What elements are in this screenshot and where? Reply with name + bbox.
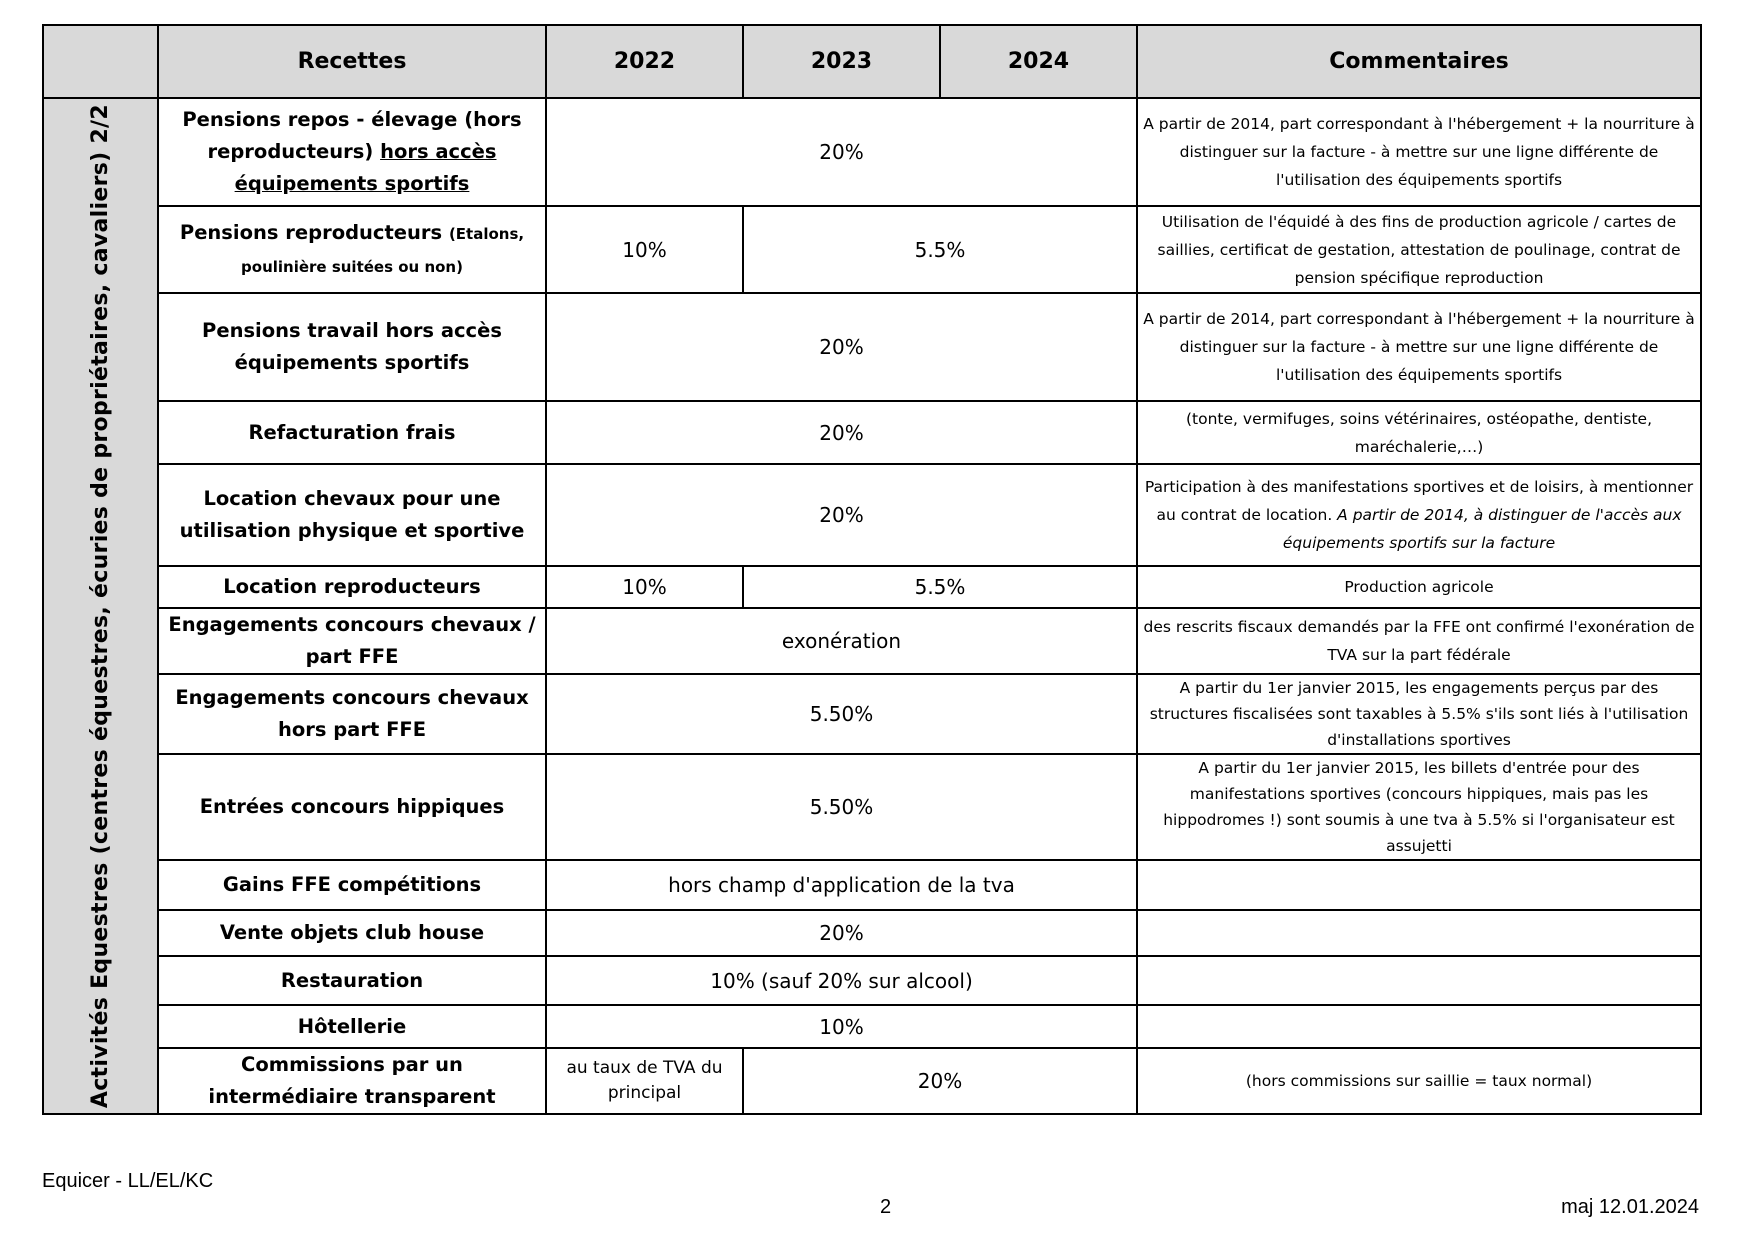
comment-cell: Production agricole xyxy=(1137,566,1701,608)
table-row xyxy=(43,956,1701,1005)
header-year-2022: 2022 xyxy=(546,25,743,98)
footer-update-date: maj 12.01.2024 xyxy=(1561,1196,1699,1218)
table-row xyxy=(43,566,1701,608)
row-label: Location reproducteurs xyxy=(158,566,546,608)
comment-cell xyxy=(1137,910,1701,956)
section-side-label xyxy=(43,98,158,1114)
table-row xyxy=(43,464,1701,566)
header-row xyxy=(43,25,1701,98)
table-row xyxy=(43,1048,1701,1114)
row-label: Commissions par un intermédiaire transparent xyxy=(158,1048,546,1114)
header-commentaires: Commentaires xyxy=(1137,25,1701,98)
table-row xyxy=(43,608,1701,674)
row-label: Pensions travail hors accès équipements sportifs xyxy=(158,293,546,401)
rate-cell: 5.50% xyxy=(546,754,1137,860)
table-row xyxy=(43,674,1701,754)
header-empty-cell xyxy=(43,25,158,98)
table-row xyxy=(43,910,1701,956)
header-year-2024: 2024 xyxy=(940,25,1137,98)
rate-2022-cell: au taux de TVA du principal xyxy=(546,1048,743,1114)
rate-cell: 10% xyxy=(546,1005,1137,1048)
row-label-small: (Etalons, poulinière suitées ou non) xyxy=(241,224,525,276)
row-label: Location chevaux pour une utilisation physique et sportive xyxy=(158,464,546,566)
comment-cell: A partir de 2014, part correspondant à l'hébergement + la nourriture à distinguer sur la facture - à mettre sur une ligne différente de l'utilisation des équipements sportifs xyxy=(1137,293,1701,401)
row-label: Hôtellerie xyxy=(158,1005,546,1048)
row-label: Engagements concours chevaux / part FFE xyxy=(158,608,546,674)
rate-cell: 20% xyxy=(546,401,1137,464)
footer-page-number: 2 xyxy=(880,1196,892,1218)
comment-text: Participation à des manifestations sportives et de loisirs, à mentionner au contrat de location. xyxy=(1144,478,1694,524)
row-label-text: Pensions reproducteurs xyxy=(179,220,449,244)
rate-cell: 5.5% xyxy=(743,206,1137,293)
row-label: Refacturation frais xyxy=(158,401,546,464)
row-label xyxy=(158,206,546,293)
table-row xyxy=(43,401,1701,464)
rate-2022-cell: 10% xyxy=(546,566,743,608)
comment-cell: (tonte, vermifuges, soins vétérinaires, ostéopathe, dentiste, maréchalerie,…) xyxy=(1137,401,1701,464)
comment-cell: A partir du 1er janvier 2015, les engagements perçus par des structures fiscalisées sont taxables à 5.5% s'ils sont liés à l'utilisation d'installations sportives xyxy=(1137,674,1701,754)
row-label: Vente objets club house xyxy=(158,910,546,956)
comment-cell xyxy=(1137,464,1701,566)
rate-cell: exonération xyxy=(546,608,1137,674)
rate-cell: hors champ d'application de la tva xyxy=(546,860,1137,910)
comment-cell: Utilisation de l'équidé à des fins de production agricole / cartes de saillies, certificat de gestation, attestation de poulinage, contrat de pension spécifique reproduction xyxy=(1137,206,1701,293)
rate-cell: 20% xyxy=(546,910,1137,956)
table-row xyxy=(43,98,1701,206)
row-label: Engagements concours chevaux hors part FFE xyxy=(158,674,546,754)
table-row xyxy=(43,860,1701,910)
row-label-text: Pensions repos - élevage (hors reproducteurs) xyxy=(182,108,522,163)
header-year-2023: 2023 xyxy=(743,25,940,98)
row-label xyxy=(158,98,546,206)
row-label-underlined: hors accès équipements sportifs xyxy=(234,140,497,195)
comment-cell xyxy=(1137,860,1701,910)
rate-2022-cell: 10% xyxy=(546,206,743,293)
rate-cell: 5.50% xyxy=(546,674,1137,754)
rate-cell: 20% xyxy=(546,98,1137,206)
row-label: Restauration xyxy=(158,956,546,1005)
rate-cell: 20% xyxy=(546,464,1137,566)
comment-cell: des rescrits fiscaux demandés par la FFE ont confirmé l'exonération de TVA sur la part fédérale xyxy=(1137,608,1701,674)
comment-cell: A partir du 1er janvier 2015, les billets d'entrée pour des manifestations sportives (concours hippiques, mais pas les hippodromes !) sont soumis à une tva à 5.5% si l'organisateur est assujetti xyxy=(1137,754,1701,860)
rate-cell: 5.5% xyxy=(743,566,1137,608)
table-row xyxy=(43,754,1701,860)
vat-rates-table xyxy=(42,24,1702,1115)
table-row xyxy=(43,206,1701,293)
footer-author: Equicer - LL/EL/KC xyxy=(42,1170,214,1192)
comment-italic: A partir de 2014, à distinguer de l'accès aux équipements sportifs sur la facture xyxy=(1282,506,1682,552)
comment-cell: A partir de 2014, part correspondant à l'hébergement + la nourriture à distinguer sur la facture - à mettre sur une ligne différente de l'utilisation des équipements sportifs xyxy=(1137,98,1701,206)
table-row xyxy=(43,293,1701,401)
row-label: Gains FFE compétitions xyxy=(158,860,546,910)
rate-cell: 10% (sauf 20% sur alcool) xyxy=(546,956,1137,1005)
comment-cell xyxy=(1137,1005,1701,1048)
header-recettes: Recettes xyxy=(158,25,546,98)
rate-cell: 20% xyxy=(743,1048,1137,1114)
table-row xyxy=(43,1005,1701,1048)
comment-cell: (hors commissions sur saillie = taux normal) xyxy=(1137,1048,1701,1114)
rate-cell: 20% xyxy=(546,293,1137,401)
section-side-text: Activités Equestres (centres équestres, écuries de propriétaires, cavaliers) 2/2 xyxy=(88,103,113,1109)
row-label: Entrées concours hippiques xyxy=(158,754,546,860)
comment-cell xyxy=(1137,956,1701,1005)
